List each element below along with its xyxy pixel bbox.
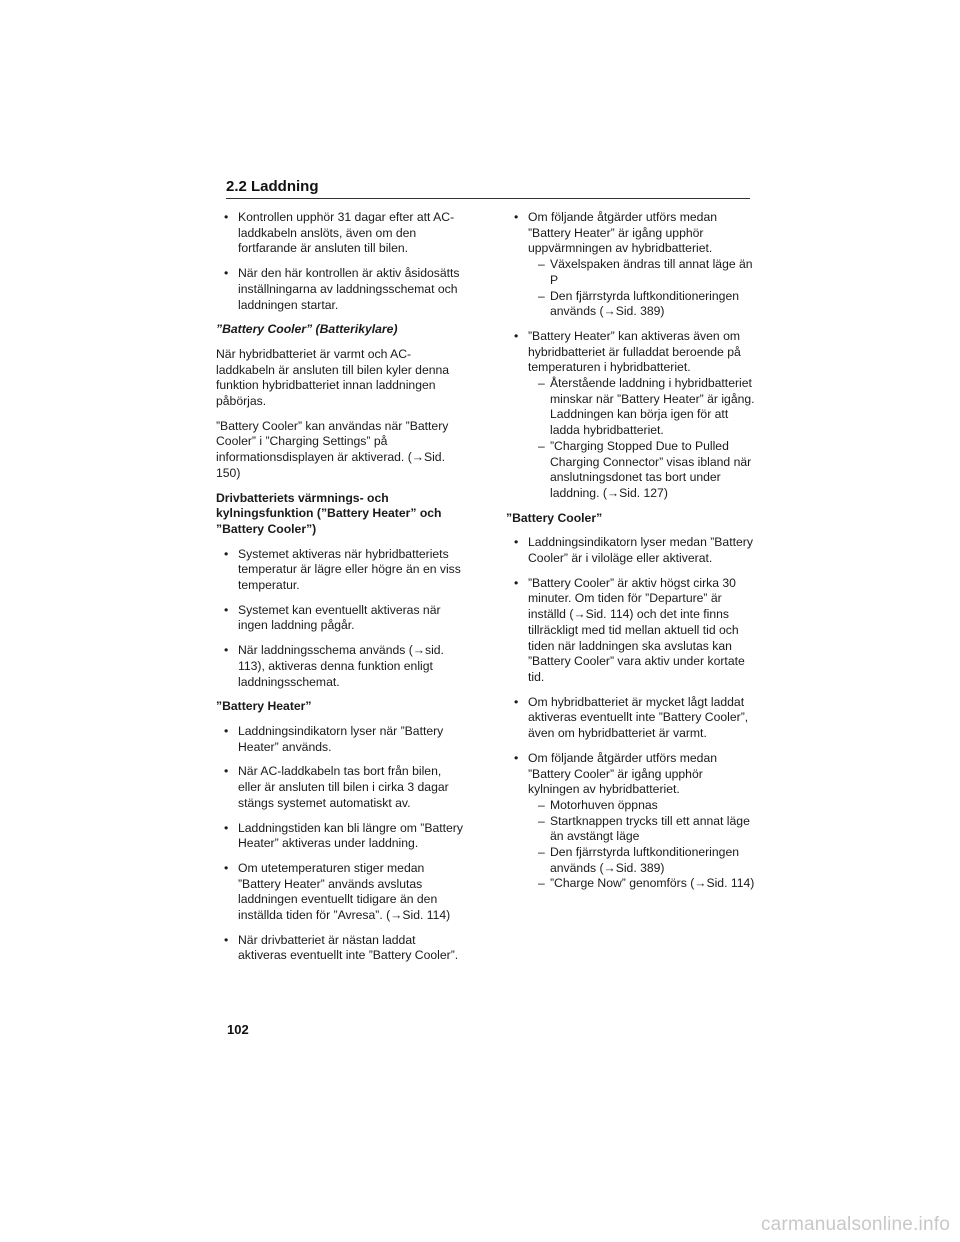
sub-list-item: – Den fjärrstyrda luftkonditioneringen används (→Sid. 389) bbox=[538, 288, 740, 319]
list-item: • ”Battery Cooler” är aktiv högst cirka 30 minuter. Om tiden för ”Departure” är inställd (→Sid. 114) och det inte finns tillräckligt med tid mellan aktuell tid och tiden när laddningen ska avslutas kan ”Battery Cooler” vara aktiv under kortate tid. bbox=[514, 575, 745, 684]
list-item: • Laddningstiden kan bli längre om ”Battery Heater” aktiveras under laddning. bbox=[224, 820, 463, 851]
list-item: • Om följande åtgärder utförs medan ”Battery Cooler” är igång upphör kylningen av hybridbatteriet. – Motorhuven öppnas – Startknappen trycks till ett annat läge än avstängt läge – Den fjärrstyrda luftkonditioneringen används (→Sid. 389) – ”Charge Now” genomförs (→Sid. 114) bbox=[514, 750, 755, 891]
list-item: • Kontrollen upphör 31 dagar efter att AC-laddkabeln anslöts, även om den fortfarande är ansluten till bilen. bbox=[224, 210, 455, 256]
sub-list-item: – Växelspaken ändras till annat läge än P bbox=[538, 257, 753, 287]
paragraph: ”Battery Cooler” kan användas när ”Battery Cooler” i ”Charging Settings” på informationsdisplayen är aktiverad. (→Sid. 150) bbox=[216, 418, 449, 480]
heading-drive-battery: Drivbatteriets värmnings- och kylningsfunktion (”Battery Heater” och ”Battery Cooler”) bbox=[216, 490, 442, 536]
heading-battery-heater: ”Battery Heater” bbox=[216, 699, 312, 714]
left-column bbox=[216, 210, 466, 973]
list-item: • ”Battery Heater” kan aktiveras även om hybridbatteriet är fulladdat beroende på temperaturen i hybridbatteriet. – Återstående laddning i hybridbatteriet minskar när ”Battery Heater” är igång. Laddningen kan börja igen för att ladda hybridbatteriet. – ”Charging Stopped Due to Pulled Charging Connector” visas ibland när anslutningsdonet tas bort under laddning. (→Sid. 127) bbox=[514, 328, 755, 500]
heading-battery-cooler: ”Battery Cooler” (Batterikylare) bbox=[216, 322, 398, 337]
list-item: • Om följande åtgärder utförs medan ”Battery Heater” är igång upphör uppvärmningen av hybridbatteriet. – Växelspaken ändras till annat läge än P – Den fjärrstyrda luftkonditioneringen används (→Sid. 389) bbox=[506, 210, 756, 320]
sub-list-item: – ”Charge Now” genomförs (→Sid. 114) bbox=[538, 876, 755, 891]
watermark: carmanualsonline.info bbox=[760, 1214, 950, 1235]
sub-list-item: – Startknappen trycks till ett annat läge än avstängt läge bbox=[538, 813, 750, 844]
list-item: • Systemet kan eventuellt aktiveras när ingen laddning pågår. bbox=[224, 602, 441, 633]
heading-battery-cooler-2: ”Battery Cooler” bbox=[506, 510, 603, 525]
list-item: • Laddningsindikatorn lyser när ”Battery Heater” används. bbox=[224, 723, 444, 754]
list-item: • Om utetemperaturen stiger medan ”Battery Heater” används avslutas laddningen eventuellt tidigare än den inställda tiden för ”Avresa”. (→Sid. 114) bbox=[224, 860, 451, 923]
section-header: 2.2 Laddning bbox=[226, 178, 750, 199]
list-item: • När drivbatteriet är nästan laddat aktiveras eventuellt inte ”Battery Cooler”. bbox=[224, 932, 459, 963]
list-item: • Om hybridbatteriet är mycket lågt laddat aktiveras eventuellt inte ”Battery Cooler”, även om hybridbatteriet är varmt. bbox=[514, 694, 749, 741]
sub-list-item: – Motorhuven öppnas bbox=[538, 797, 658, 812]
list-item: • När laddningsschema används (→sid. 113), aktiveras denna funktion enligt laddningsschemat. bbox=[224, 643, 444, 689]
right-column bbox=[506, 210, 756, 901]
sub-list-item: – Den fjärrstyrda luftkonditioneringen används (→Sid. 389) bbox=[538, 845, 740, 875]
list-item: • Laddningsindikatorn lyser medan ”Battery Cooler” är i viloläge eller aktiverat. bbox=[514, 535, 753, 566]
list-item: • När AC-laddkabeln tas bort från bilen, eller är ansluten till bilen i cirka 3 dagar stängs systemet automatiskt av. bbox=[224, 764, 449, 810]
list-item: • Systemet aktiveras när hybridbatteriets temperatur är lägre eller högre än en viss temperatur. bbox=[224, 546, 461, 593]
page-number: 102 bbox=[227, 1022, 249, 1037]
paragraph: När hybridbatteriet är varmt och AC-laddkabeln är ansluten till bilen kyler denna funktion hybridbatteriet innan laddningen påbörjas. bbox=[216, 346, 450, 409]
sub-list-item: – Återstående laddning i hybridbatteriet minskar när ”Battery Heater” är igång. Laddningen kan börja igen för att ladda hybridbatteriet. bbox=[538, 376, 755, 438]
sub-list-item: – ”Charging Stopped Due to Pulled Charging Connector” visas ibland när anslutningsdonet tas bort under laddning. (→Sid. 127) bbox=[538, 438, 752, 500]
list-item: • När den här kontrollen är aktiv åsidosätts inställningarna av laddningsschemat och laddningen startar. bbox=[224, 266, 460, 312]
